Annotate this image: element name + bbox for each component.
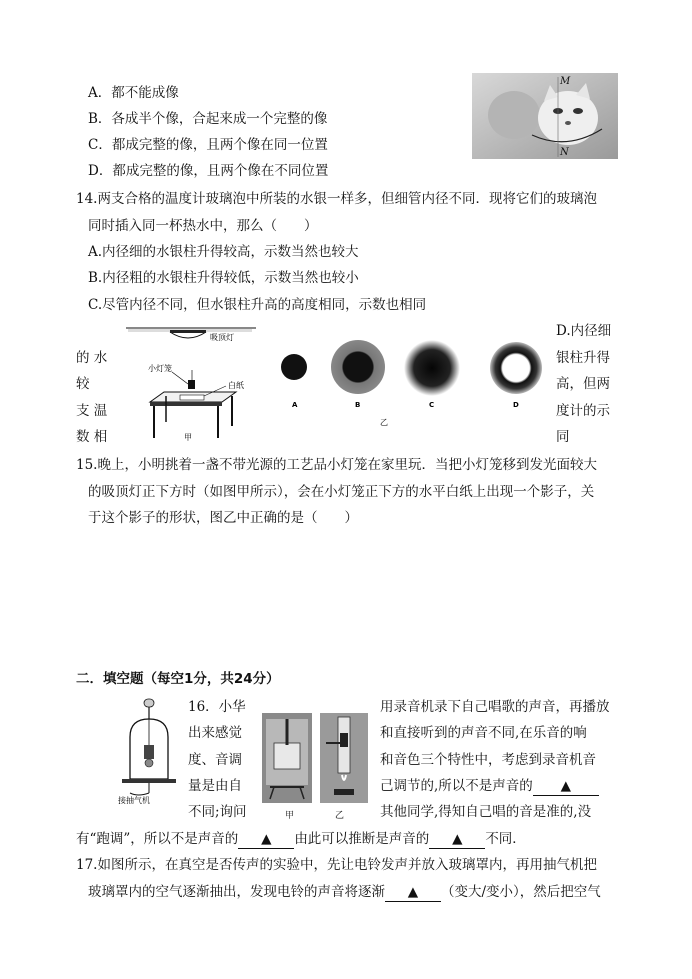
q14-option-c: C.尽管内径不同，但水银柱升高的高度相同，示数也相同 [88, 297, 427, 313]
choice-label-c: C [429, 401, 435, 409]
figure-jia-room [126, 326, 256, 446]
answer-blank-4[interactable]: ▲ [385, 886, 441, 900]
mirror-label-m: M [560, 76, 571, 87]
answer-blank-1[interactable]: ▲ [533, 780, 599, 794]
q15-line-2: 的吸顶灯正下方时（如图甲所示），会在小灯笼正下方的水平白纸上出现一个影子，关 [88, 484, 595, 500]
label-figure-jia: 甲 [184, 433, 192, 442]
answer-blank-3[interactable]: ▲ [429, 833, 485, 847]
figure-bell-jar [118, 697, 180, 809]
q14-option-a: A.内径细的水银柱升得较高，示数当然也较大 [88, 244, 359, 260]
q16-mid-2: 出来感觉 [188, 725, 242, 741]
label-ceiling-lamp: 吸顶灯 [210, 333, 234, 342]
q13-option-a: A．都不能成像 [88, 85, 179, 101]
q14-option-d-left-3: 支 温 [76, 403, 108, 419]
q15-line-3: 于这个影子的形状，图乙中正确的是（ ） [88, 510, 358, 526]
choice-label-a: A [292, 401, 298, 409]
shadow-choice-c [404, 340, 460, 396]
figure-yi-shadows [272, 340, 542, 435]
q14-option-d-left-4: 数 相 [76, 429, 108, 445]
q14-option-d-right-3: 高，但两 [556, 376, 610, 392]
shadow-choice-d [490, 342, 542, 394]
label-lantern: 小灯笼 [148, 364, 172, 373]
q17-line-2: 玻璃罩内的空气逐渐抽出，发现电铃的声音将逐渐 ▲ （变大/变小），然后把空气 [88, 884, 601, 900]
q14-option-d-right-1: D.内径细 [556, 323, 612, 339]
q13-option-c: C．都成完整的像，且两个像在同一位置 [88, 137, 328, 153]
section-title: 二．填空题（每空1分，共24分） [76, 671, 280, 687]
shadow-choice-b [331, 340, 385, 394]
q16-mid-3: 度、音调 [188, 752, 242, 768]
q16-right-1: 用录音机录下自己唱歌的声音，再播放 [380, 699, 610, 715]
q14-line-2: 同时插入同一杯热水中，那么（ ） [88, 218, 318, 234]
answer-blank-2[interactable]: ▲ [238, 833, 294, 847]
q16-right-4-text: 己调节的,所以不是声音的 [380, 778, 533, 794]
choice-label-d: D [513, 401, 519, 409]
q16-right-4 [380, 780, 599, 794]
q15-line-1: 15.晚上，小明挑着一盏不带光源的工艺品小灯笼在家里玩．当把小灯笼移到发光面较大 [76, 457, 597, 473]
q16-mid-4: 量是由自 [188, 778, 242, 794]
photo-jia [262, 713, 312, 803]
q13-option-b: B．各成半个像，合起来成一个完整的像 [88, 111, 328, 127]
q16-mid-1: 16．小华 [188, 699, 246, 715]
q14-option-b: B.内径粗的水银柱升得较低，示数当然也较小 [88, 270, 359, 286]
q14-option-d-right-5: 同 [556, 429, 570, 445]
q14-option-d-right-2: 银柱升得 [556, 350, 610, 366]
q16-right-5: 其他同学,得知自己唱的音是准的,没 [380, 804, 592, 820]
label-photo-yi: 乙 [335, 811, 345, 821]
cat-mirror-photo [472, 73, 618, 159]
q13-option-d: D．都成完整的像，且两个像在不同位置 [88, 163, 329, 179]
q14-option-d-left-1: 的 水 [76, 350, 108, 366]
q14-option-d-right-4: 度计的示 [556, 403, 610, 419]
label-figure-yi: 乙 [380, 418, 388, 427]
photo-yi [320, 713, 368, 803]
q17-line-1: 17.如图所示，在真空是否传声的实验中，先让电铃发声并放入玻璃罩内，再用抽气机把 [76, 857, 597, 873]
q14-line-1: 14.两支合格的温度计玻璃泡中所装的水银一样多，但细管内径不同．现将它们的玻璃泡 [76, 191, 597, 207]
q16-right-2: 和直接听到的声音不同,在乐音的响 [380, 725, 587, 741]
label-to-pump: 接抽气机 [118, 796, 150, 805]
q16-mid-5: 不同;询问 [188, 804, 247, 820]
label-photo-jia: 甲 [285, 811, 295, 821]
label-white-paper: 白纸 [228, 381, 244, 390]
q14-option-d-left-2: 较 [76, 376, 90, 392]
shadow-choice-a [281, 354, 307, 380]
mirror-label-n: N [560, 147, 569, 158]
q16-right-3: 和音色三个特性中，考虑到录音机音 [380, 752, 596, 768]
choice-label-b: B [355, 401, 361, 409]
q16-last-line: 有“跑调”，所以不是声音的 ▲ 由此可以推断是声音的 ▲ 不同． [76, 831, 526, 847]
